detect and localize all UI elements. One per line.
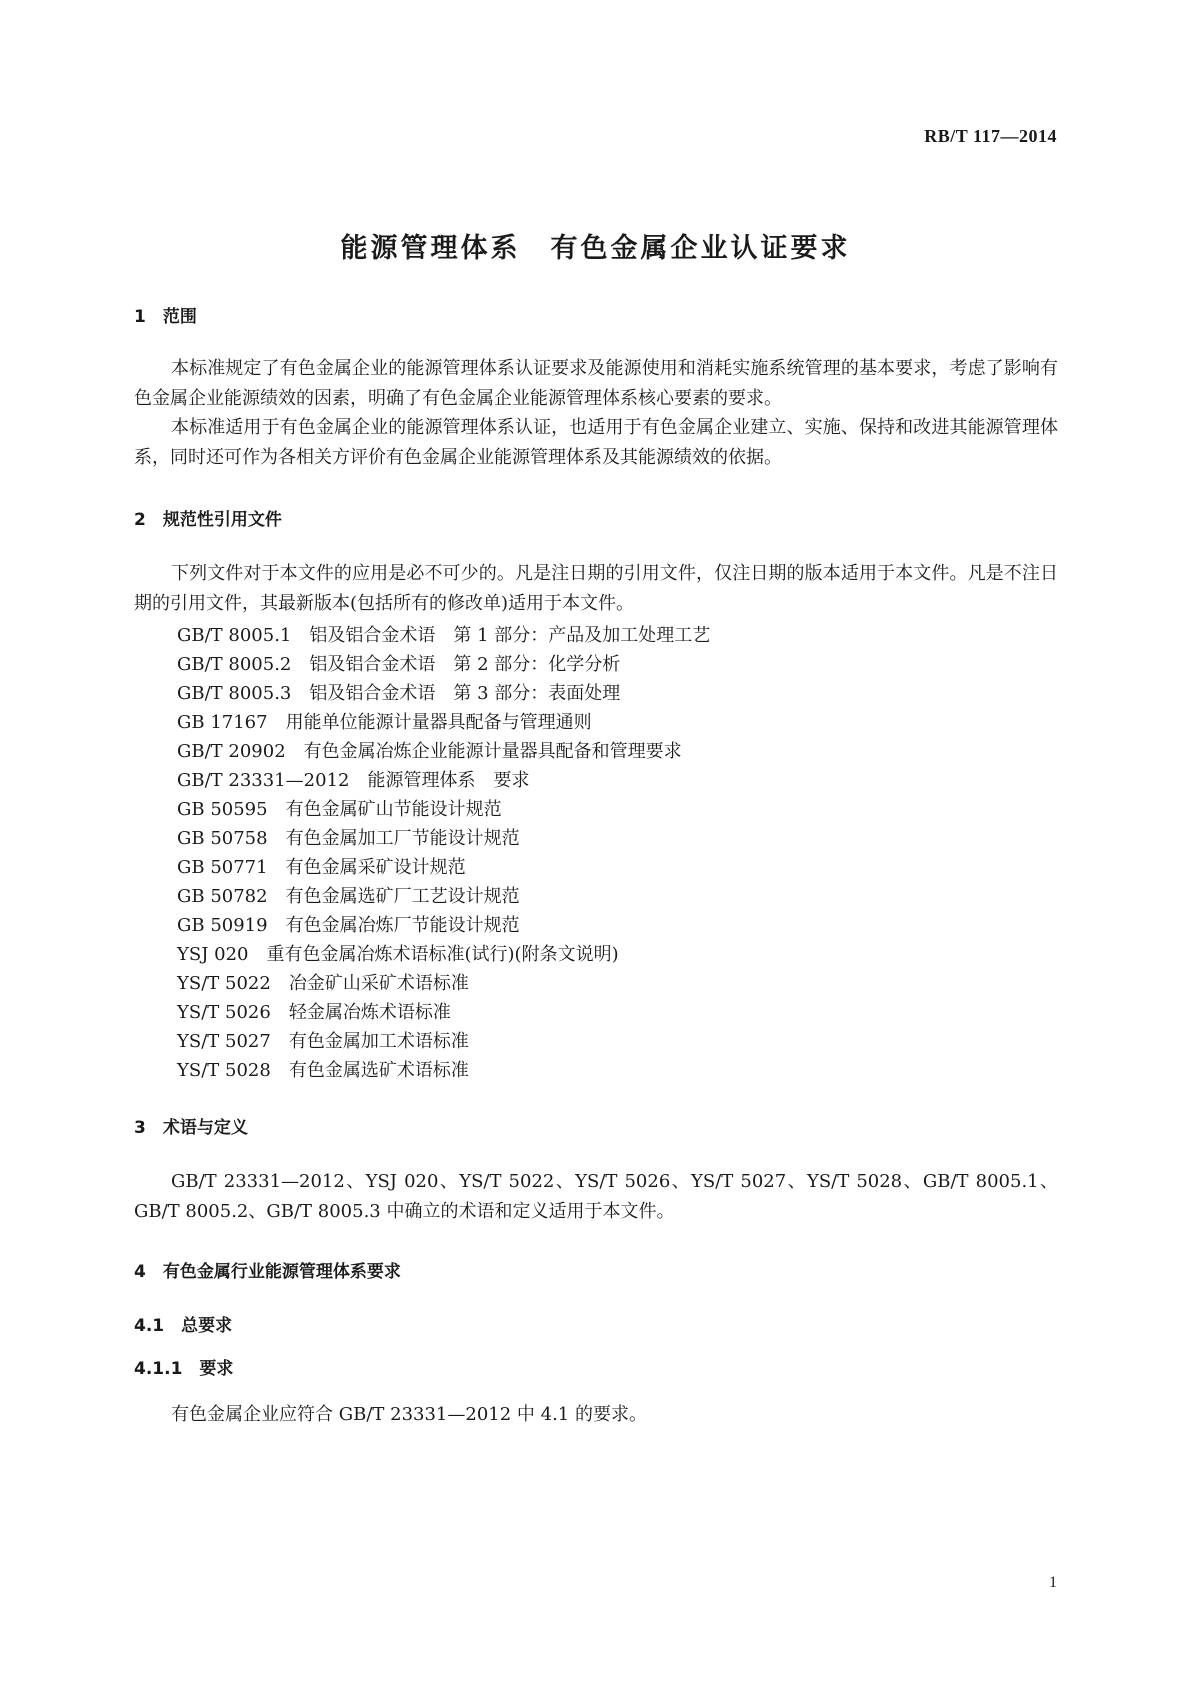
reference-item: GB 50771 有色金属采矿设计规范: [177, 857, 466, 878]
section-2-intro: 下列文件对于本文件的应用是必不可少的。凡是注日期的引用文件，仅注日期的版本适用于本文件。凡是不注日期的引用文件，其最新版本(包括所有的修改单)适用于本文件。: [134, 563, 1058, 614]
section-4-1-heading: 4.1 总要求: [134, 1316, 233, 1336]
reference-item: YS/T 5027 有色金属加工术语标准: [177, 1031, 469, 1052]
section-3-heading: 3 术语与定义: [134, 1118, 248, 1138]
reference-item: YS/T 5028 有色金属选矿术语标准: [177, 1060, 469, 1081]
reference-item: GB 50758 有色金属加工厂节能设计规范: [177, 828, 520, 849]
section-4-heading: 4 有色金属行业能源管理体系要求: [134, 1262, 401, 1282]
reference-item: GB 50782 有色金属选矿厂工艺设计规范: [177, 886, 520, 907]
reference-item: YSJ 020 重有色金属冶炼术语标准(试行)(附条文说明): [177, 944, 619, 965]
reference-item: YS/T 5022 冶金矿山采矿术语标准: [177, 973, 469, 994]
reference-item: GB/T 8005.2 铝及铝合金术语 第 2 部分：化学分析: [177, 654, 621, 675]
reference-item: GB 50595 有色金属矿山节能设计规范: [177, 799, 502, 820]
reference-item: GB 50919 有色金属冶炼厂节能设计规范: [177, 915, 520, 936]
section-1-paragraph-1: 本标准规定了有色金属企业的能源管理体系认证要求及能源使用和消耗实施系统管理的基本要求，考虑了影响有色金属企业能源绩效的因素，明确了有色金属企业能源管理体系核心要素的要求。: [134, 358, 1058, 409]
section-4-1-1-heading: 4.1.1 要求: [134, 1359, 234, 1379]
section-1-paragraph-2: 本标准适用于有色金属企业的能源管理体系认证，也适用于有色金属企业建立、实施、保持和改进其能源管理体系，同时还可作为各相关方评价有色金属企业能源管理体系及其能源绩效的依据。: [134, 417, 1058, 468]
reference-item: GB/T 20902 有色金属冶炼企业能源计量器具配备和管理要求: [177, 741, 682, 762]
section-2-heading: 2 规范性引用文件: [134, 510, 282, 530]
section-4-paragraph: 有色金属企业应符合 GB/T 23331—2012 中 4.1 的要求。: [171, 1404, 647, 1425]
reference-item: GB/T 8005.3 铝及铝合金术语 第 3 部分：表面处理: [177, 683, 621, 704]
reference-item: GB/T 23331—2012 能源管理体系 要求: [177, 770, 530, 791]
document-title: 能源管理体系 有色金属企业认证要求: [340, 233, 851, 264]
reference-item: GB 17167 用能单位能源计量器具配备与管理通则: [177, 712, 592, 733]
reference-item: GB/T 8005.1 铝及铝合金术语 第 1 部分：产品及加工处理工艺: [177, 625, 711, 646]
reference-item: YS/T 5026 轻金属冶炼术语标准: [177, 1002, 451, 1023]
standard-number: RB/T 117—2014: [924, 126, 1057, 146]
section-3-paragraph: GB/T 23331—2012、YSJ 020、YS/T 5022、YS/T 5026、YS/T 5027、YS/T 5028、GB/T 8005.1、GB/T 8005.2、GB/T 8005.3 中确立的术语和定义适用于本文件。: [134, 1171, 1058, 1222]
page-number: 1: [1049, 1574, 1057, 1591]
section-1-heading: 1 范围: [134, 307, 197, 327]
